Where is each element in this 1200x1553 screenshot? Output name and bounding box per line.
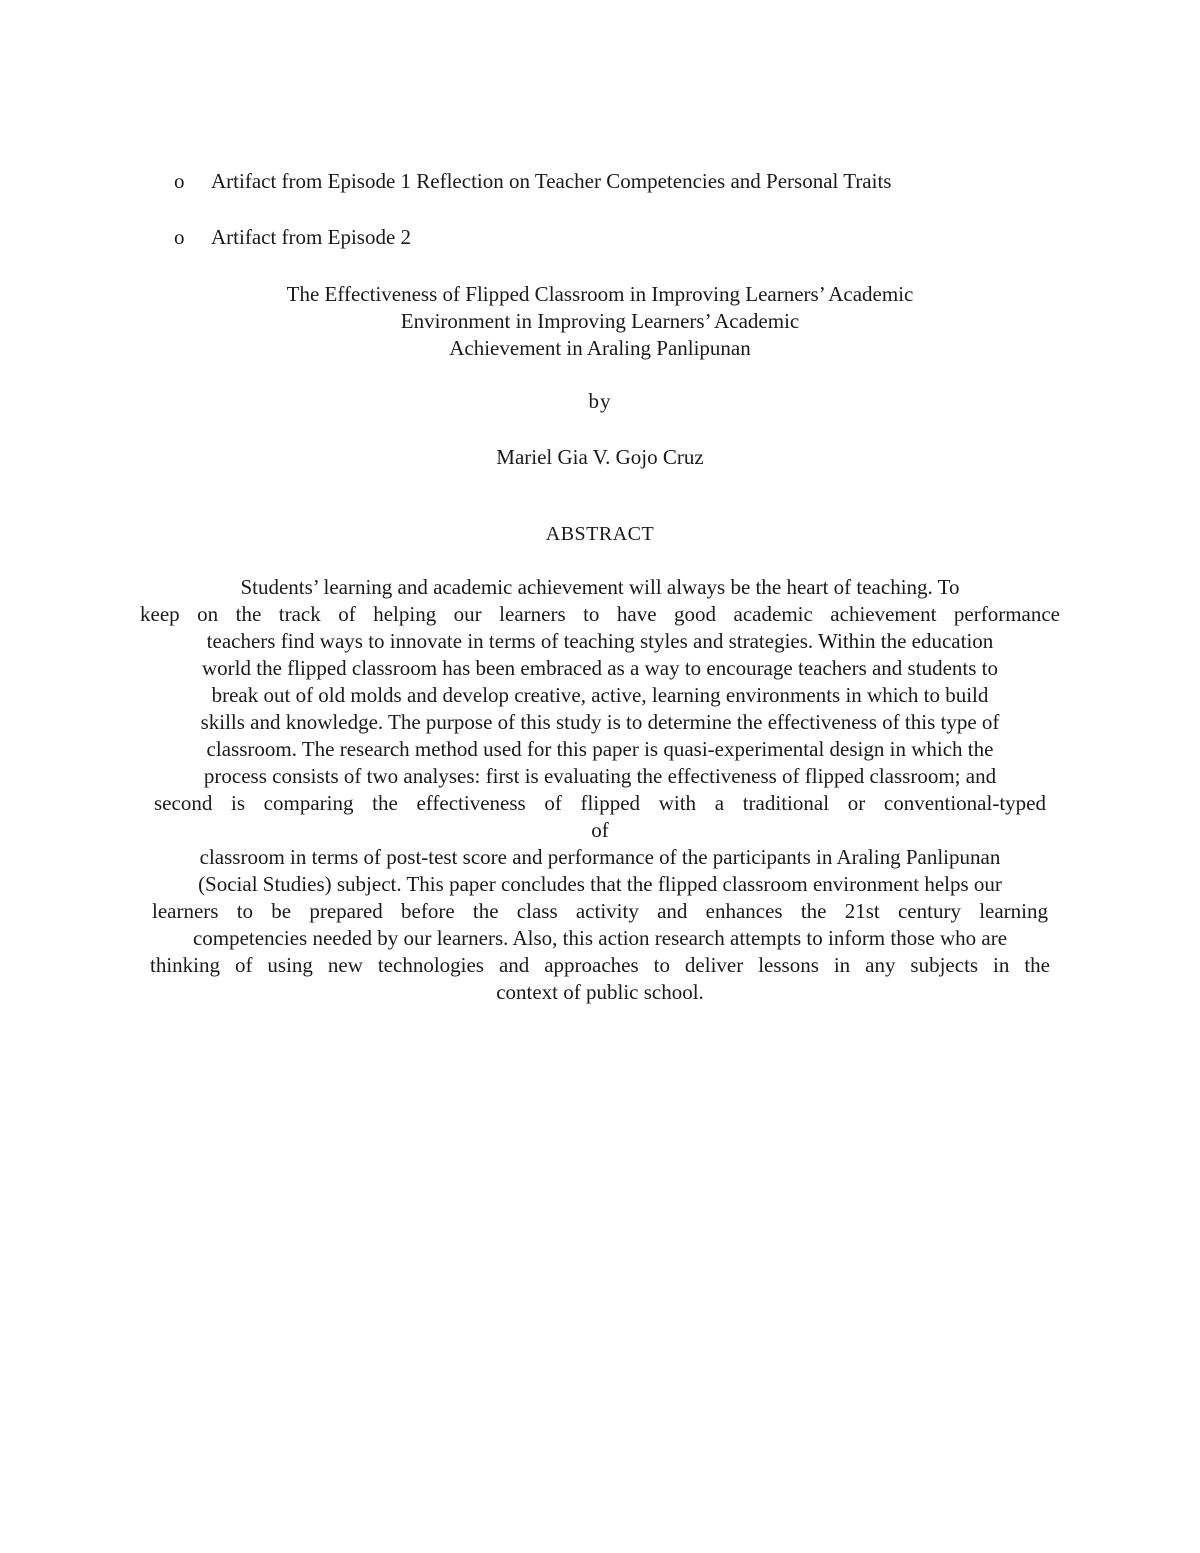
abstract-line: of — [591, 818, 609, 842]
paper-title — [0, 281, 1200, 362]
artifact-list — [174, 166, 891, 278]
abstract-line: (Social Studies) subject. This paper concludes that the flipped classroom environment helps our — [198, 872, 1002, 896]
artifact-item-episode-1 — [174, 166, 891, 196]
title-line: The Effectiveness of Flipped Classroom in Improving Learners’ Academic — [286, 282, 914, 306]
title-line: Environment in Improving Learners’ Academic — [400, 309, 800, 333]
abstract-line: classroom. The research method used for this paper is quasi-experimental design in which the — [206, 737, 994, 761]
abstract-line: thinking of using new technologies and approaches to deliver lessons in any subjects in the — [150, 953, 1050, 977]
abstract-line: skills and knowledge. The purpose of this study is to determine the effectiveness of this type of — [200, 710, 1000, 734]
abstract-line: learners to be prepared before the class activity and enhances the 21st century learning — [152, 899, 1048, 923]
abstract-line: classroom in terms of post-test score and performance of the participants in Araling Panlipunan — [199, 845, 1001, 869]
author-name: Mariel Gia V. Gojo Cruz — [496, 445, 704, 469]
abstract-line: break out of old molds and develop creative, active, learning environments in which to build — [211, 683, 989, 707]
abstract-line: second is comparing the effectiveness of flipped with a traditional or conventional-typed — [154, 791, 1046, 815]
title-line: Achievement in Araling Panlipunan — [449, 336, 751, 360]
bullet-marker: o — [174, 169, 185, 193]
abstract-line: Students’ learning and academic achievement will always be the heart of teaching. To — [240, 575, 960, 599]
abstract-line: keep on the track of helping our learners to have good academic achievement performance — [140, 602, 1060, 626]
abstract-body — [140, 574, 1060, 1006]
bullet-marker: o — [174, 225, 185, 249]
by-label: by — [588, 389, 612, 413]
abstract-line: process consists of two analyses: first is evaluating the effectiveness of flipped classroom; and — [203, 764, 997, 788]
abstract-line: competencies needed by our learners. Also, this action research attempts to inform those who are — [192, 926, 1008, 950]
artifact-text: Artifact from Episode 2 — [211, 225, 412, 249]
abstract-heading: ABSTRACT — [545, 523, 655, 545]
abstract-line: world the flipped classroom has been embraced as a way to encourage teachers and students to — [202, 656, 998, 680]
artifact-item-episode-2 — [174, 222, 891, 252]
abstract-line: teachers find ways to innovate in terms of teaching styles and strategies. Within the education — [206, 629, 994, 653]
abstract-line: context of public school. — [496, 980, 704, 1004]
artifact-text: Artifact from Episode 1 Reflection on Teacher Competencies and Personal Traits — [211, 169, 892, 193]
